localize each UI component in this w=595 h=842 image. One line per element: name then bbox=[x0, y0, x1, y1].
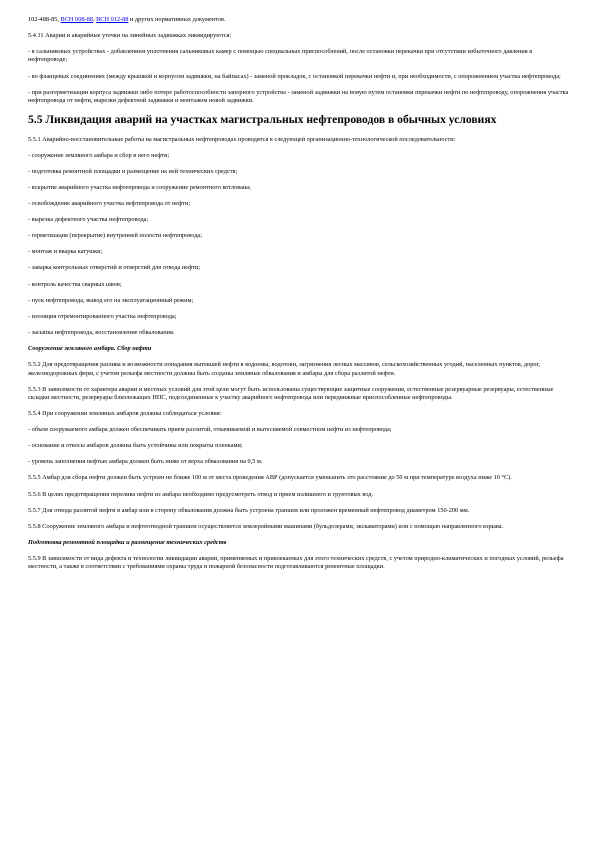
paragraph: - во фланцевых соединениях (между крышкой и корпусом задвижки, на байпасах) - заменой прокладок, с остановкой перекачки нефти и, при необходимости, с опорожнением участка нефтепровода; bbox=[28, 72, 561, 80]
paragraph: 5.5.6 В целях предотвращения перелива нефти из амбара необходимо предусмотреть отвод и прием излишнего и грунтовых вод. bbox=[28, 490, 374, 498]
subsection-heading: Подготовка ремонтной площадки и размещение технических средств bbox=[28, 538, 227, 546]
paragraph: - заварка контрольных отверстий и отверстий для отвода нефти; bbox=[28, 264, 201, 272]
document-page bbox=[28, 16, 569, 579]
paragraph: 5.5.3 В зависимости от характера аварии и местных условий для этой цели могут быть использованы существующие защитные сооружения, естественные резервуарные резервуары, естественные складки местности, резервуары близлежащих НПС, подсоединенные к участку аварийного нефтепровода или передвижные приспособленные нефтепроводы. bbox=[28, 385, 554, 401]
paragraph: - сооружение земляного амбара и сбор в него нефти; bbox=[28, 151, 170, 159]
paragraph: - уровень заполнения нефтью амбара должен быть ниже от верха обвалования на 0,5 м. bbox=[28, 458, 263, 466]
paragraph: 5.5.1 Аварийно-восстановительные работы на магистральных нефтепроводах проводятся в следующей организационно-технологической последовательности: bbox=[28, 135, 456, 143]
paragraph: - подготовка ремонтной площадки и размещение на ней технических средств; bbox=[28, 167, 238, 175]
paragraph: - освобождение аварийного участка нефтепровода от нефти; bbox=[28, 200, 191, 208]
paragraph: 5.4.11 Аварии и аварийные утечки на линейных задвижках ликвидируются: bbox=[28, 32, 232, 40]
text-run: 102-488-85, bbox=[28, 16, 61, 23]
paragraph: - изоляция отремонтированного участка нефтепровода; bbox=[28, 312, 177, 320]
paragraph bbox=[28, 16, 569, 24]
paragraph: - засыпка нефтепровода, восстановление обвалования. bbox=[28, 328, 175, 336]
paragraph: - пуск нефтепровода, вывод его на эксплуатационный режим; bbox=[28, 296, 194, 304]
paragraph: 5.5.7 Для отвода разлитой нефти в амбар или в сторону обвалования должна быть устроена траншея или проложен временный нефтепровод диаметром 150-200 мм. bbox=[28, 506, 470, 514]
paragraph: 5.5.8 Сооружение земляного амбара и нефтеотводной траншеи осуществляется землеройными машинами (бульдозерами, экскаваторами) или с помощью направленного взрыва. bbox=[28, 522, 504, 530]
paragraph: - вырезка дефектного участка нефтепровода; bbox=[28, 216, 149, 224]
document-link[interactable]: ВСН 012-88 bbox=[96, 16, 129, 23]
paragraph: 5.5.5 Амбар для сбора нефти должен быть устроен не ближе 100 м от места проведения АВР (допускается уменьшить это расстояние до 50 м при температуре воздуха ниже 10 °C). bbox=[28, 474, 512, 482]
subsection-heading: Сооружение земляного амбара. Сбор нефти bbox=[28, 344, 152, 352]
paragraph: - монтаж и вварка катушки; bbox=[28, 248, 103, 256]
paragraph: - основание и откосы амбаров должны быть устойчивы или покрыты пленками; bbox=[28, 442, 243, 450]
paragraph: - контроль качества сварных швов; bbox=[28, 280, 122, 288]
section-heading: 5.5 Ликвидация аварий на участках магистральных нефтепроводов в обычных условиях bbox=[28, 113, 497, 127]
paragraph: - герметизация (перекрытие) внутренней полости нефтепровода; bbox=[28, 232, 202, 240]
text-run: и других нормативных документов. bbox=[128, 16, 226, 23]
text-run: , bbox=[92, 16, 97, 23]
document-link[interactable]: ВСН 008-88 bbox=[60, 16, 93, 23]
paragraph: - в сальниковых устройствах - добавлением уплотнения сальниковых камер с помощью специальных приспособлений, после остановки перекачки при отсутствии избыточного давления в нефтепроводе; bbox=[28, 48, 533, 64]
paragraph: 5.5.9 В зависимости от вида дефекта и технологии ликвидации аварии, применяемых и привлекаемых для этого технических средств, с учетом природно-климатических и погодных условий, рельефа местности, а также в соответствии с требованиями охраны труда и пожарной безопасности подготавливаются ремонтные площадки. bbox=[28, 555, 564, 571]
paragraph: - объем сооружаемого амбара должен обеспечивать прием разлитой, откачиваемой и вытесняемой совместном нефти из нефтепровода; bbox=[28, 426, 392, 434]
paragraph: - вскрытие аварийного участка нефтепровода и сооружение ремонтного котлована; bbox=[28, 184, 251, 192]
paragraph: 5.5.2 Для предотвращения разлива и возможности попадания вытекшей нефти в водоемы, водотоки, загрязнения лесных массивов, сельскохозяйственных угодий, населенных пунктов, дорог, железнодорожных ферм, с учетом рельефа местности должны быть созданы земляные обвалования и амбары для сбора разлитой нефти. bbox=[28, 361, 540, 377]
paragraph: - при разгерметизации корпуса задвижки либо потере работоспособности запорного устройства - заменой задвижки на новую путем остановки перекачки нефти по нефтепроводу, опорожнения участка нефтепровода от нефти, вырезки дефектной задвижки и монтажом новой задвижки. bbox=[28, 88, 569, 104]
paragraph: 5.5.4 При сооружении земляных амбаров должны соблюдаться условия: bbox=[28, 410, 222, 418]
